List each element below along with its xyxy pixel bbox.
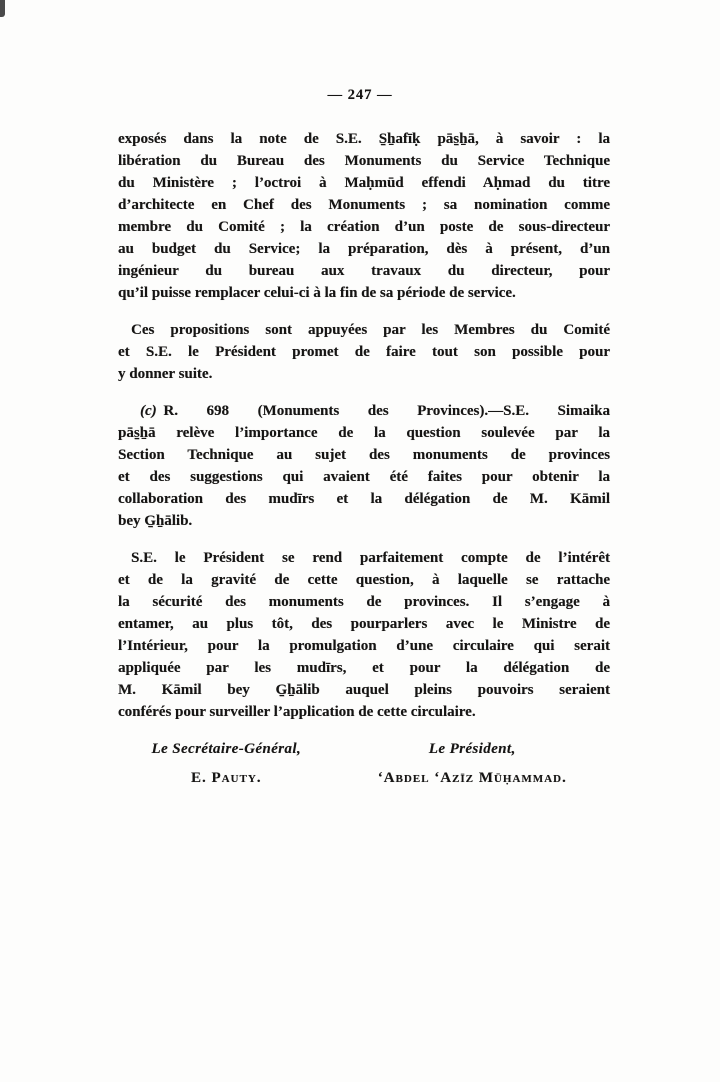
- text-line: y donner suite.: [118, 366, 213, 382]
- signature-right: [334, 738, 610, 789]
- text-line: et S.E. le Président promet de faire tout son possible pour: [118, 344, 610, 360]
- text-line: pās̱ẖā relève l’importance de la question soulevée par la: [118, 425, 610, 441]
- signature-block: [118, 738, 610, 789]
- page-number: — 247 —: [327, 87, 393, 103]
- signature-title-secretary: Le Secrétaire-Général,: [151, 741, 302, 757]
- signature-name-president: ‘Abdel ‘Azīz Mūḥammad.: [377, 770, 567, 786]
- text-line: M. Kāmil bey G̱ẖālib auquel pleins pouvoirs seraient: [118, 682, 610, 698]
- text-line: bey G̱ẖālib.: [118, 513, 193, 529]
- scan-edge-artifact: [0, 0, 5, 17]
- text-line: Section Technique au sujet des monuments de provinces: [118, 447, 610, 463]
- text-line: appliquée par les mudīrs, et pour la délégation de: [118, 660, 610, 676]
- text-line: au budget du Service; la préparation, dès à présent, d’un: [118, 241, 610, 257]
- text-line: Ces propositions sont appuyées par les Membres du Comité: [131, 322, 610, 338]
- signature-title-president: Le Président,: [428, 741, 516, 757]
- text-line: collaboration des mudīrs et la délégation de M. Kāmil: [118, 491, 610, 507]
- text-line: entamer, au plus tôt, des pourparlers avec le Ministre de: [118, 616, 610, 632]
- text-line: [118, 400, 610, 422]
- text-line: du Ministère ; l’octroi à Maḥmūd effendi Aḥmad du titre: [118, 175, 610, 191]
- item-letter-label: (c): [140, 403, 157, 419]
- signature-left: [118, 738, 334, 789]
- signature-name-secretary: E. Pauty.: [190, 770, 262, 786]
- text-line: S.E. le Président se rend parfaitement compte de l’intérêt: [131, 550, 610, 566]
- text-line: qu’il puisse remplacer celui-ci à la fin de sa période de service.: [118, 285, 516, 301]
- text-line: d’architecte en Chef des Monuments ; sa nomination comme: [118, 197, 610, 213]
- text-line-segment: R. 698 (Monuments des Provinces).—S.E. Simaika: [163, 403, 610, 419]
- text-line: l’Intérieur, pour la promulgation d’une circulaire qui serait: [118, 638, 610, 654]
- text-line: conférés pour surveiller l’application de cette circulaire.: [118, 704, 476, 720]
- text-line: ingénieur du bureau aux travaux du directeur, pour: [118, 263, 610, 279]
- text-line: et de la gravité de cette question, à laquelle se rattache: [118, 572, 610, 588]
- text-line: libération du Bureau des Monuments du Service Technique: [118, 153, 610, 169]
- text-line: exposés dans la note de S.E. S̱ẖafīḳ pās̱ẖā, à savoir : la: [118, 131, 610, 147]
- text-line: et des suggestions qui avaient été faites pour obtenir la: [118, 469, 610, 485]
- page-content: [118, 128, 610, 723]
- text-line: la sécurité des monuments de provinces. Il s’engage à: [118, 594, 610, 610]
- text-line: membre du Comité ; la création d’un poste de sous-directeur: [118, 219, 610, 235]
